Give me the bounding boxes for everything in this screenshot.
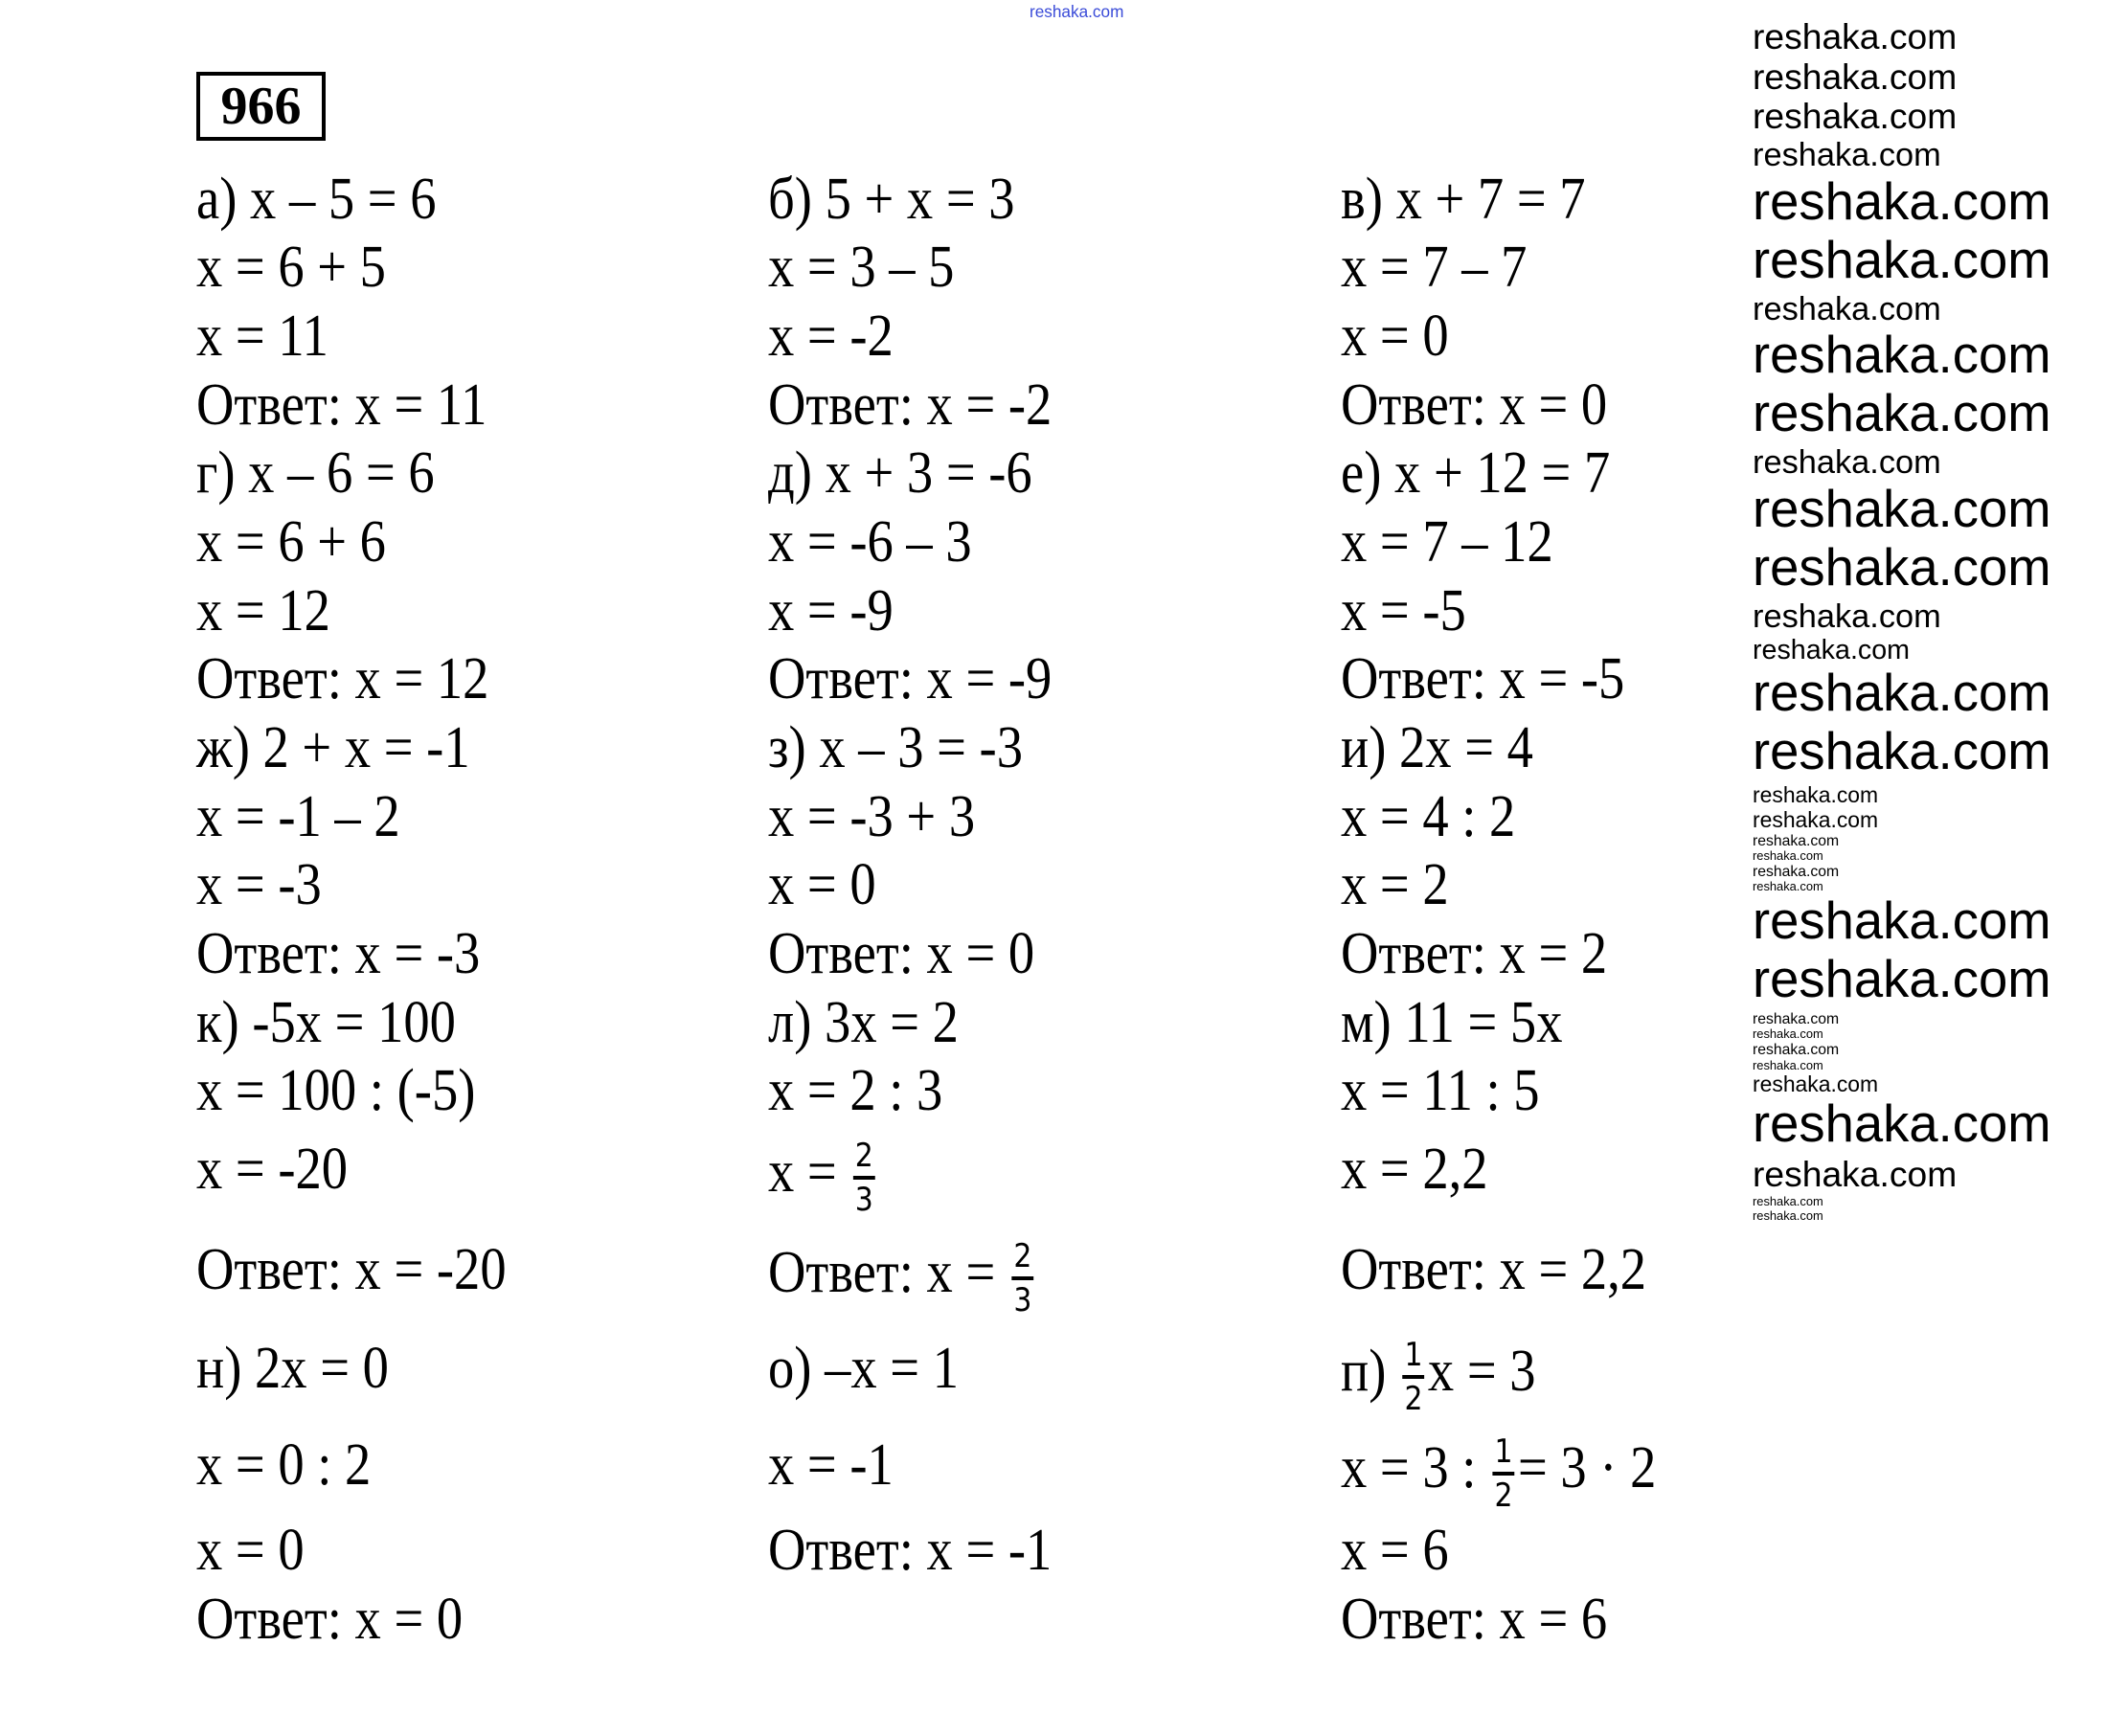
solution-line: x = -5 [1341, 577, 1466, 643]
solution-line: x = -1 – 2 [195, 783, 400, 849]
fraction-denominator: 3 [855, 1180, 874, 1219]
solution-line: о) –x = 1 [768, 1335, 960, 1401]
solution-line: x = 7 – 7 [1341, 235, 1528, 301]
solution-line: x = -20 [195, 1136, 348, 1202]
watermark: reshaka.com [1753, 1093, 2051, 1153]
fraction-denominator: 2 [1404, 1379, 1423, 1418]
watermark: reshaka.com [1753, 96, 1958, 137]
fraction [1493, 1432, 1515, 1516]
solution-line: Ответ: x = -20 [195, 1236, 507, 1302]
solution-line: x = 6 [1341, 1518, 1449, 1584]
watermark: reshaka.com [1753, 1041, 1840, 1058]
watermark: reshaka.com [1753, 444, 1941, 482]
solution-line: x = -3 [195, 852, 322, 918]
watermark: reshaka.com [1753, 230, 2051, 289]
solution-line: x = 2 : 3 [768, 1058, 943, 1124]
solution-line: Ответ: x = -1 [768, 1518, 1053, 1584]
solution-line: Ответ: x = 11 [195, 372, 487, 438]
line-text: = 3 · 2 [1518, 1435, 1657, 1501]
solution-line: Ответ: x = -3 [195, 920, 481, 986]
watermark: reshaka.com [1753, 290, 1941, 327]
solution-line: x = -6 – 3 [768, 509, 973, 575]
solution-line: x = -9 [768, 577, 894, 643]
fraction-numerator: 2 [855, 1136, 874, 1175]
solution-line: Ответ: x = -5 [1341, 646, 1625, 712]
solution-line: x = 2,2 [1341, 1136, 1488, 1202]
watermark: reshaka.com [1753, 806, 1879, 832]
watermark: reshaka.com [1753, 326, 2051, 385]
watermark: reshaka.com [1753, 664, 2051, 723]
watermark: reshaka.com [1753, 1153, 1958, 1194]
fraction [853, 1136, 875, 1220]
solution-line: Ответ: x = 2 [1341, 920, 1608, 986]
watermark: reshaka.com [1753, 1010, 1840, 1027]
fraction [1403, 1335, 1425, 1419]
solution-line: x = -2 [768, 304, 894, 370]
solution-line: x = 7 – 12 [1341, 509, 1553, 575]
fraction-denominator: 2 [1494, 1477, 1513, 1516]
fraction-denominator: 3 [1013, 1280, 1032, 1319]
solution-line: x = 6 + 5 [195, 235, 386, 301]
line-text: x = 3 : [1341, 1435, 1490, 1501]
watermark: reshaka.com [1753, 137, 1941, 174]
solution-line: н) 2x = 0 [195, 1335, 389, 1401]
watermark: reshaka.com [1753, 635, 1911, 666]
watermark: reshaka.com [1753, 891, 2051, 950]
watermark: reshaka.com [1753, 1207, 1823, 1223]
solution-line: Ответ: x = 6 [1341, 1586, 1608, 1652]
solution-line: Ответ: x = 0 [195, 1586, 464, 1652]
watermark: reshaka.com [1753, 879, 1823, 894]
solution-line [1341, 1432, 1656, 1516]
line-text: п) [1341, 1338, 1400, 1404]
watermark: reshaka.com [1753, 384, 2051, 443]
solution-line: Ответ: x = 2,2 [1341, 1236, 1647, 1302]
solution-line: x = -3 + 3 [768, 783, 976, 849]
fraction-numerator: 2 [1013, 1236, 1032, 1275]
solution-line [768, 1136, 878, 1220]
solution-line: л) 3x = 2 [768, 989, 960, 1055]
solution-line: м) 11 = 5x [1341, 989, 1563, 1055]
solution-line: x = 0 : 2 [195, 1432, 372, 1499]
fraction-numerator: 1 [1404, 1335, 1423, 1374]
watermark: reshaka.com [1753, 848, 1823, 864]
solution-line: x = 0 [195, 1518, 305, 1584]
solution-line: x = 0 [768, 852, 877, 918]
solution-line: д) x + 3 = -6 [768, 440, 1033, 507]
watermark: reshaka.com [1753, 863, 1840, 880]
watermark: reshaka.com [1753, 1026, 1823, 1042]
solution-line: Ответ: x = -2 [768, 372, 1053, 438]
solution-line: x = 4 : 2 [1341, 783, 1516, 849]
solution-line: Ответ: x = 0 [1341, 372, 1608, 438]
solution-line: x = 11 : 5 [1341, 1058, 1540, 1124]
solution-line: к) -5x = 100 [195, 989, 456, 1055]
watermark: reshaka.com [1753, 16, 1958, 56]
solution-line: з) x – 3 = -3 [768, 714, 1024, 780]
watermark: reshaka.com [1030, 2, 1124, 21]
solution-line: x = 11 [195, 304, 328, 370]
line-text: x = 3 [1427, 1338, 1536, 1404]
watermark: reshaka.com [1753, 56, 1958, 97]
solution-line: и) 2x = 4 [1341, 714, 1533, 780]
line-text: Ответ: x = [768, 1239, 1009, 1305]
solution-line: x = 0 [1341, 304, 1449, 370]
solution-line: x = 12 [195, 577, 330, 643]
solution-line: а) x – 5 = 6 [195, 166, 437, 232]
solution-line: е) x + 12 = 7 [1341, 440, 1611, 507]
solution-line: ж) 2 + x = -1 [195, 714, 470, 780]
fraction-numerator: 1 [1494, 1432, 1513, 1472]
solution-line [1341, 1335, 1536, 1419]
watermark: reshaka.com [1753, 597, 1941, 635]
exercise-number: 966 [196, 72, 326, 141]
watermark: reshaka.com [1753, 1057, 1823, 1072]
solution-line [768, 1236, 1037, 1320]
watermark: reshaka.com [1753, 722, 2051, 781]
watermark: reshaka.com [1753, 782, 1879, 808]
watermark: reshaka.com [1753, 537, 2051, 597]
solution-line: x = -1 [768, 1432, 894, 1499]
solution-line: x = 100 : (-5) [195, 1058, 476, 1124]
watermark: reshaka.com [1753, 1071, 1879, 1096]
watermark: reshaka.com [1753, 949, 2051, 1008]
solution-line: x = 2 [1341, 852, 1449, 918]
fraction [1012, 1236, 1034, 1320]
watermark: reshaka.com [1753, 1194, 1823, 1209]
solution-line: x = 3 – 5 [768, 235, 955, 301]
solution-line: в) x + 7 = 7 [1341, 166, 1586, 232]
line-text: x = [768, 1139, 850, 1206]
watermark: reshaka.com [1753, 171, 2051, 231]
watermark: reshaka.com [1753, 479, 2051, 538]
solution-line: Ответ: x = -9 [768, 646, 1053, 712]
solution-line: x = 6 + 6 [195, 509, 386, 575]
solution-line: Ответ: x = 12 [195, 646, 489, 712]
solution-line: б) 5 + x = 3 [768, 166, 1015, 232]
solution-line: г) x – 6 = 6 [195, 440, 435, 507]
watermark: reshaka.com [1753, 832, 1840, 849]
solution-line: Ответ: x = 0 [768, 920, 1035, 986]
